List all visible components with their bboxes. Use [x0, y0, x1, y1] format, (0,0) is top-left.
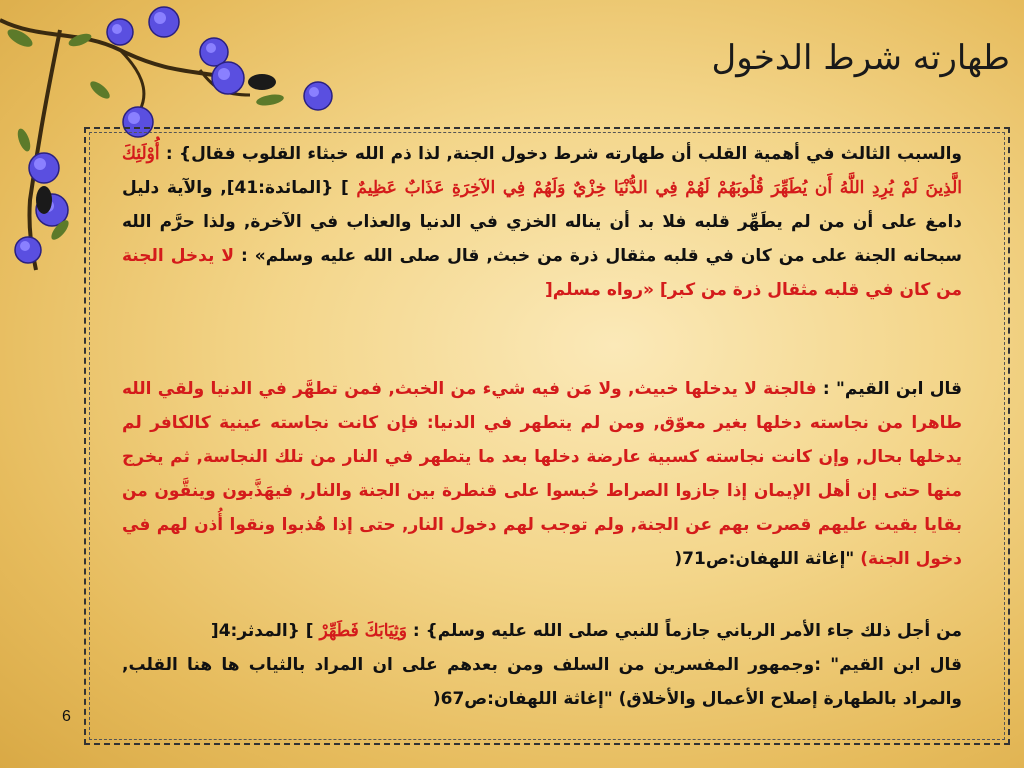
paragraph-ibn-qayyim-quote	[122, 372, 962, 576]
paragraph-heart-purity	[122, 137, 962, 307]
quran-verse-garments: وَثِيَابَكَ فَطَهِّرْ	[319, 621, 407, 641]
verse-reference: ] {المائدة:41], والآية دليل دامغ على أن من لم يطَهِّر قلبه فلا بد أن يناله الخزي في الدنيا والعذاب في الآخرة, ولذا حرَّم الله سبحانه الجنة على من كان في قلبه مثقال ذرة من خبث, قال صلى الله عليه وسلم» :	[122, 178, 962, 266]
page-number: 6	[62, 708, 71, 725]
command-intro: من أجل ذلك جاء الأمر الرباني جازماً للنبي صلى الله عليه وسلم} :	[412, 621, 962, 641]
paragraph-garments-command	[122, 614, 962, 716]
paragraph-intro: والسبب الثالث في أهمية القلب أن طهارته شرط دخول الجنة, لذا ذم الله خبثاء القلوب فقال} :	[165, 144, 963, 164]
quote-text: فالجنة لا يدخلها خبيث, ولا مَن فيه شيء من الخبث, فمن تطهَّر في الدنيا ولقي الله طاهرا من نجاسته دخلها بغير معوّق, ومن لم يتطهر في الدنيا: فإن كانت نجاسته عينية كالكافر لم يدخلها بحال, وإن كانت نجاسته كسبية عارضة دخلها بعد ما يتطهر في النار من تلك النجاسة, ثم يخرج منها حتى إن أهل الإيمان إذا جازوا الصراط حُبسوا على قنطرة بين الجنة والنار, فيهَذَّبون وينقَّون من بقايا بقيت عليهم قصرت بهم عن الجنة, ولم توجب لهم دخول النار, حتى إذا هُذبوا ونقوا أُذن لهم في دخول الجنة)	[122, 379, 962, 569]
hadith-text: لا يدخل الجنة من كان في قلبه مثقال ذرة من كبر] «رواه مسلم[	[122, 246, 962, 300]
quote-source: "إغاثة اللهفان:ص71(	[674, 549, 855, 569]
quote-intro: قال ابن القيم" :	[822, 379, 962, 399]
slide-title: طهارته شرط الدخول	[711, 38, 1010, 78]
rose-icon	[304, 82, 332, 110]
tafsir-text: قال ابن القيم" :وجمهور المفسرين من السلف ومن بعدهم على ان المراد بالثياب ها هنا القلب, والمراد بالطهارة إصلاح الأعمال والأخلاق) "إغاثة اللهفان:ص67(	[122, 655, 962, 709]
quran-verse: أُوْلَئِكَ الَّذِينَ لَمْ يُرِدِ اللَّهُ أَن يُطَهِّرَ قُلُوبَهُمْ لَهُمْ فِي الدُّنْيَا خِزْيٌ وَلَهُمْ فِي الآخِرَةِ عَذَابٌ عَظِيمٌ	[122, 144, 963, 198]
verse-reference-muddaththir: ] {المدثر:4[	[210, 621, 314, 641]
